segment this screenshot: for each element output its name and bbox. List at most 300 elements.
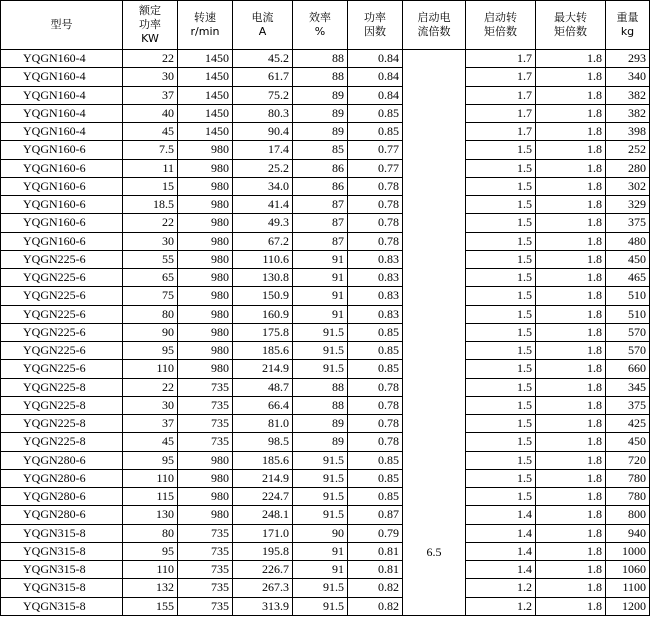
cell-value: 110 xyxy=(156,470,174,485)
cell-speed xyxy=(178,159,233,177)
cell-value: YQGN160-6 xyxy=(23,233,86,248)
cell-weight xyxy=(606,506,650,524)
cell-value: 1.8 xyxy=(587,69,602,84)
cell-rated-power xyxy=(123,542,178,560)
cell-value: 95 xyxy=(162,343,174,358)
cell-max-torque-ratio xyxy=(536,469,606,487)
cell-value: 0.83 xyxy=(378,306,399,321)
header-line: 矩倍数 xyxy=(484,25,517,38)
header-start-torque-ratio xyxy=(466,1,536,50)
cell-value: 980 xyxy=(211,470,229,485)
cell-value: 1.5 xyxy=(517,361,532,376)
cell-value: 91 xyxy=(332,543,344,558)
cell-start-torque-ratio xyxy=(466,396,536,414)
cell-max-torque-ratio xyxy=(536,323,606,341)
cell-start-torque-ratio xyxy=(466,451,536,469)
cell-power-factor xyxy=(348,561,403,579)
cell-start-torque-ratio xyxy=(466,342,536,360)
cell-value: 88 xyxy=(332,397,344,412)
cell-value: 1.8 xyxy=(587,178,602,193)
cell-value: 98.5 xyxy=(268,434,289,449)
cell-weight xyxy=(606,488,650,506)
cell-start-torque-ratio xyxy=(466,50,536,68)
cell-efficiency xyxy=(293,159,348,177)
cell-start-torque-ratio xyxy=(466,469,536,487)
cell-value: 510 xyxy=(628,306,646,321)
cell-rated-power xyxy=(123,86,178,104)
header-rated-power xyxy=(123,1,178,50)
cell-value: 1.5 xyxy=(517,160,532,175)
cell-value: 980 xyxy=(211,288,229,303)
header-line: 启动电 xyxy=(417,11,451,24)
cell-value: 41.4 xyxy=(268,197,289,212)
cell-value: YQGN160-4 xyxy=(23,87,86,102)
header-max-torque-ratio xyxy=(536,1,606,50)
cell-value: 345 xyxy=(628,379,646,394)
cell-value: 0.83 xyxy=(378,288,399,303)
cell-value: 110.6 xyxy=(262,251,289,266)
cell-value: 0.84 xyxy=(378,69,399,84)
cell-speed xyxy=(178,415,233,433)
cell-value: YQGN225-6 xyxy=(23,288,86,303)
cell-current xyxy=(233,269,293,287)
cell-value: 720 xyxy=(628,452,646,467)
cell-speed xyxy=(178,177,233,195)
table-row xyxy=(1,561,650,579)
cell-value: 329 xyxy=(628,197,646,212)
cell-start-torque-ratio xyxy=(466,378,536,396)
cell-weight xyxy=(606,269,650,287)
cell-weight xyxy=(606,378,650,396)
table-row xyxy=(1,287,650,305)
cell-value: 980 xyxy=(211,489,229,504)
cell-value: 280 xyxy=(628,160,646,175)
cell-value: 780 xyxy=(628,470,646,485)
cell-current xyxy=(233,159,293,177)
cell-value: 267.3 xyxy=(262,580,289,595)
cell-value: 450 xyxy=(628,251,646,266)
cell-weight xyxy=(606,469,650,487)
table-header xyxy=(1,1,650,50)
cell-power-factor xyxy=(348,123,403,141)
cell-speed xyxy=(178,378,233,396)
cell-value: 1.5 xyxy=(517,215,532,230)
cell-max-torque-ratio xyxy=(536,342,606,360)
cell-value: 313.9 xyxy=(262,598,289,613)
cell-weight xyxy=(606,433,650,451)
cell-value: 1.7 xyxy=(517,87,532,102)
cell-speed xyxy=(178,506,233,524)
cell-rated-power xyxy=(123,214,178,232)
cell-value: YQGN160-6 xyxy=(23,178,86,193)
cell-value: 87 xyxy=(332,215,344,230)
table-row xyxy=(1,305,650,323)
header-line: kg xyxy=(620,25,635,38)
cell-value: 1.2 xyxy=(517,598,532,613)
cell-speed xyxy=(178,469,233,487)
cell-max-torque-ratio xyxy=(536,68,606,86)
cell-value: 980 xyxy=(211,233,229,248)
cell-efficiency xyxy=(293,524,348,542)
cell-value: 89 xyxy=(332,124,344,139)
cell-value: 30 xyxy=(162,69,174,84)
cell-value: YQGN160-6 xyxy=(23,215,86,230)
cell-efficiency xyxy=(293,287,348,305)
cell-start-torque-ratio xyxy=(466,250,536,268)
cell-speed xyxy=(178,524,233,542)
cell-value: 80 xyxy=(162,306,174,321)
cell-weight xyxy=(606,68,650,86)
cell-power-factor xyxy=(348,214,403,232)
cell-value: 1.8 xyxy=(587,543,602,558)
cell-value: 570 xyxy=(628,343,646,358)
cell-value: 735 xyxy=(211,543,229,558)
cell-start-torque-ratio xyxy=(466,305,536,323)
cell-value: 1.5 xyxy=(517,470,532,485)
cell-value: YQGN315-8 xyxy=(23,598,86,613)
cell-power-factor xyxy=(348,342,403,360)
cell-model xyxy=(1,451,123,469)
cell-value: 40 xyxy=(162,105,174,120)
cell-value: 1.5 xyxy=(517,434,532,449)
cell-value: 1450 xyxy=(205,124,229,139)
cell-value: 66.4 xyxy=(268,397,289,412)
table-row xyxy=(1,123,650,141)
table-row xyxy=(1,542,650,560)
cell-value: 980 xyxy=(211,452,229,467)
cell-value: 45 xyxy=(162,124,174,139)
cell-start-torque-ratio xyxy=(466,196,536,214)
cell-value: 37 xyxy=(162,87,174,102)
cell-value: 0.85 xyxy=(378,105,399,120)
cell-value: 22 xyxy=(162,51,174,66)
cell-current xyxy=(233,287,293,305)
cell-current xyxy=(233,196,293,214)
cell-value: 1.8 xyxy=(587,470,602,485)
table-row xyxy=(1,250,650,268)
cell-value: 660 xyxy=(628,361,646,376)
cell-efficiency xyxy=(293,579,348,597)
cell-model xyxy=(1,159,123,177)
cell-model xyxy=(1,597,123,615)
cell-value: 1.8 xyxy=(587,397,602,412)
cell-rated-power xyxy=(123,488,178,506)
cell-power-factor xyxy=(348,250,403,268)
cell-model xyxy=(1,50,123,68)
cell-value: 214.9 xyxy=(262,361,289,376)
cell-power-factor xyxy=(348,506,403,524)
cell-power-factor xyxy=(348,378,403,396)
cell-value: 1.8 xyxy=(587,416,602,431)
cell-value: 980 xyxy=(211,197,229,212)
cell-rated-power xyxy=(123,378,178,396)
header-start-current-ratio xyxy=(403,1,466,50)
cell-power-factor xyxy=(348,159,403,177)
cell-efficiency xyxy=(293,232,348,250)
header-line: 功率 xyxy=(364,11,386,24)
cell-model xyxy=(1,305,123,323)
cell-weight xyxy=(606,86,650,104)
cell-value: YQGN225-6 xyxy=(23,361,86,376)
cell-value: YQGN225-8 xyxy=(23,397,86,412)
cell-value: 115 xyxy=(156,489,174,504)
cell-value: 0.82 xyxy=(378,580,399,595)
cell-model xyxy=(1,433,123,451)
cell-value: YQGN225-6 xyxy=(23,270,86,285)
table-row xyxy=(1,159,650,177)
cell-value: 90.4 xyxy=(268,124,289,139)
cell-value: 800 xyxy=(628,507,646,522)
cell-rated-power xyxy=(123,159,178,177)
cell-max-torque-ratio xyxy=(536,433,606,451)
cell-start-torque-ratio xyxy=(466,68,536,86)
cell-value: YQGN225-6 xyxy=(23,324,86,339)
cell-speed xyxy=(178,396,233,414)
cell-weight xyxy=(606,287,650,305)
header-line: 启动转 xyxy=(484,11,517,24)
cell-power-factor xyxy=(348,469,403,487)
cell-value: 22 xyxy=(162,379,174,394)
cell-current xyxy=(233,141,293,159)
cell-efficiency xyxy=(293,196,348,214)
cell-value: 1000 xyxy=(622,543,646,558)
cell-start-torque-ratio xyxy=(466,232,536,250)
cell-value: 150.9 xyxy=(262,288,289,303)
cell-value: 0.78 xyxy=(378,434,399,449)
cell-current xyxy=(233,469,293,487)
cell-value: 735 xyxy=(211,598,229,613)
cell-power-factor xyxy=(348,177,403,195)
cell-model xyxy=(1,415,123,433)
cell-value: 88 xyxy=(332,51,344,66)
cell-rated-power xyxy=(123,506,178,524)
cell-value: 30 xyxy=(162,233,174,248)
cell-value: 95 xyxy=(162,543,174,558)
cell-value: 195.8 xyxy=(262,543,289,558)
cell-value: 1.8 xyxy=(587,507,602,522)
cell-start-torque-ratio xyxy=(466,287,536,305)
cell-value: 252 xyxy=(628,142,646,157)
cell-model xyxy=(1,141,123,159)
cell-value: 1.4 xyxy=(517,525,532,540)
cell-power-factor xyxy=(348,104,403,122)
cell-rated-power xyxy=(123,196,178,214)
cell-weight xyxy=(606,214,650,232)
cell-weight xyxy=(606,50,650,68)
cell-model xyxy=(1,542,123,560)
cell-value: 1.4 xyxy=(517,562,532,577)
cell-value: 110 xyxy=(156,562,174,577)
cell-value: 88 xyxy=(332,379,344,394)
cell-value: 89 xyxy=(332,434,344,449)
cell-value: 735 xyxy=(211,580,229,595)
cell-current xyxy=(233,323,293,341)
cell-value: 1.8 xyxy=(587,580,602,595)
cell-value: 1.8 xyxy=(587,142,602,157)
cell-start-torque-ratio xyxy=(466,524,536,542)
cell-value: 17.4 xyxy=(268,142,289,157)
cell-value: 45 xyxy=(162,434,174,449)
cell-value: 95 xyxy=(162,452,174,467)
cell-speed xyxy=(178,433,233,451)
cell-value: 293 xyxy=(628,51,646,66)
cell-value: 91.5 xyxy=(323,343,344,358)
cell-value: 1.5 xyxy=(517,251,532,266)
cell-value: 91 xyxy=(332,306,344,321)
cell-value: 25.2 xyxy=(268,160,289,175)
cell-efficiency xyxy=(293,269,348,287)
cell-model xyxy=(1,214,123,232)
cell-model xyxy=(1,524,123,542)
cell-efficiency xyxy=(293,342,348,360)
header-model xyxy=(1,1,123,50)
header-line: KW xyxy=(141,32,159,45)
cell-weight xyxy=(606,196,650,214)
cell-value: 86 xyxy=(332,178,344,193)
cell-current xyxy=(233,579,293,597)
cell-weight xyxy=(606,396,650,414)
cell-value: 1.8 xyxy=(587,51,602,66)
table-row xyxy=(1,232,650,250)
cell-max-torque-ratio xyxy=(536,305,606,323)
cell-value: 67.2 xyxy=(268,233,289,248)
cell-value: 1.4 xyxy=(517,543,532,558)
cell-value: 0.78 xyxy=(378,379,399,394)
cell-value: 1.8 xyxy=(587,87,602,102)
cell-value: 130.8 xyxy=(262,270,289,285)
cell-value: 1.8 xyxy=(587,562,602,577)
cell-value: 1.5 xyxy=(517,178,532,193)
cell-value: 0.78 xyxy=(378,215,399,230)
cell-power-factor xyxy=(348,323,403,341)
cell-speed xyxy=(178,123,233,141)
cell-value: 22 xyxy=(162,215,174,230)
cell-value: 735 xyxy=(211,562,229,577)
cell-efficiency xyxy=(293,360,348,378)
cell-max-torque-ratio xyxy=(536,232,606,250)
cell-start-torque-ratio xyxy=(466,323,536,341)
header-line: r/min xyxy=(190,25,220,38)
table-row xyxy=(1,104,650,122)
cell-speed xyxy=(178,488,233,506)
cell-value: 1.8 xyxy=(587,324,602,339)
cell-start-torque-ratio xyxy=(466,159,536,177)
cell-start-torque-ratio xyxy=(466,360,536,378)
cell-model xyxy=(1,196,123,214)
cell-start-torque-ratio xyxy=(466,433,536,451)
cell-model xyxy=(1,177,123,195)
cell-value: 1.5 xyxy=(517,489,532,504)
table-row xyxy=(1,323,650,341)
cell-value: 214.9 xyxy=(262,470,289,485)
cell-value: 735 xyxy=(211,434,229,449)
cell-value: 1.8 xyxy=(587,525,602,540)
cell-value: 465 xyxy=(628,270,646,285)
cell-value: 375 xyxy=(628,397,646,412)
cell-current xyxy=(233,561,293,579)
table-row xyxy=(1,378,650,396)
cell-speed xyxy=(178,232,233,250)
cell-value: 375 xyxy=(628,215,646,230)
cell-efficiency xyxy=(293,561,348,579)
table-row xyxy=(1,342,650,360)
cell-value: YQGN280-6 xyxy=(23,470,86,485)
cell-model xyxy=(1,561,123,579)
cell-value: 1060 xyxy=(622,562,646,577)
cell-value: 1.5 xyxy=(517,233,532,248)
cell-efficiency xyxy=(293,488,348,506)
cell-current xyxy=(233,542,293,560)
header-line: 矩倍数 xyxy=(554,25,587,38)
cell-rated-power xyxy=(123,250,178,268)
cell-model xyxy=(1,232,123,250)
cell-value: 34.0 xyxy=(268,178,289,193)
cell-efficiency xyxy=(293,378,348,396)
cell-model xyxy=(1,68,123,86)
table-row xyxy=(1,196,650,214)
header-power-factor xyxy=(348,1,403,50)
cell-value: 226.7 xyxy=(262,562,289,577)
cell-value: 570 xyxy=(628,324,646,339)
cell-value: 1.8 xyxy=(587,215,602,230)
cell-current xyxy=(233,524,293,542)
cell-max-torque-ratio xyxy=(536,159,606,177)
cell-value: 18.5 xyxy=(153,197,174,212)
cell-weight xyxy=(606,451,650,469)
cell-rated-power xyxy=(123,269,178,287)
header-line: 因数 xyxy=(364,25,386,38)
cell-value: YQGN280-6 xyxy=(23,507,86,522)
header-line: 效率 xyxy=(309,11,331,24)
cell-efficiency xyxy=(293,396,348,414)
cell-value: 0.78 xyxy=(378,197,399,212)
cell-value: 90 xyxy=(332,525,344,540)
cell-value: 425 xyxy=(628,416,646,431)
cell-speed xyxy=(178,542,233,560)
cell-value: 1.5 xyxy=(517,397,532,412)
cell-speed xyxy=(178,50,233,68)
cell-max-torque-ratio xyxy=(536,579,606,597)
cell-speed xyxy=(178,269,233,287)
cell-value: 224.7 xyxy=(262,489,289,504)
cell-power-factor xyxy=(348,141,403,159)
cell-value: 1.5 xyxy=(517,324,532,339)
header-line: 转速 xyxy=(194,11,216,24)
header-weight xyxy=(606,1,650,50)
cell-rated-power xyxy=(123,415,178,433)
cell-power-factor xyxy=(348,196,403,214)
cell-value: 1.8 xyxy=(587,598,602,613)
cell-value: 1.8 xyxy=(587,489,602,504)
cell-current xyxy=(233,378,293,396)
cell-rated-power xyxy=(123,360,178,378)
cell-current xyxy=(233,305,293,323)
cell-model xyxy=(1,378,123,396)
cell-value: 1.8 xyxy=(587,197,602,212)
table-row xyxy=(1,214,650,232)
cell-value: 1.5 xyxy=(517,288,532,303)
cell-value: 91 xyxy=(332,288,344,303)
cell-power-factor xyxy=(348,542,403,560)
cell-value: 91.5 xyxy=(323,489,344,504)
cell-value: 75.2 xyxy=(268,87,289,102)
cell-current xyxy=(233,360,293,378)
cell-speed xyxy=(178,141,233,159)
cell-rated-power xyxy=(123,433,178,451)
cell-value: 91.5 xyxy=(323,507,344,522)
cell-current xyxy=(233,86,293,104)
cell-value: 130 xyxy=(156,507,174,522)
